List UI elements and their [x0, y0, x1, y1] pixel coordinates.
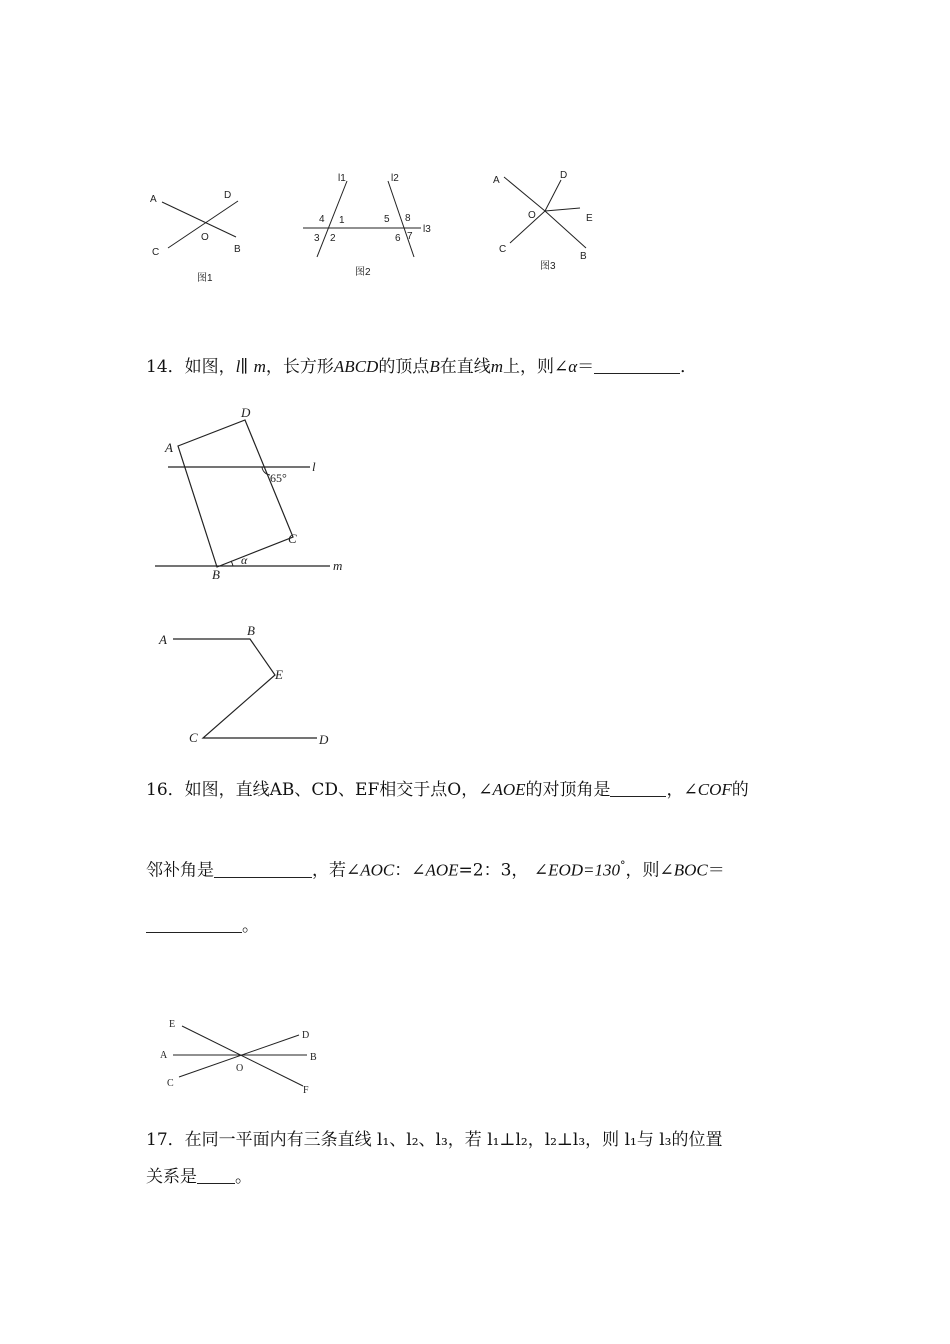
label-c: C: [288, 531, 297, 546]
question-text: ，则∠: [625, 860, 674, 881]
answer-blank[interactable]: [197, 1167, 235, 1184]
question-text: 的对顶角是: [525, 780, 611, 800]
question-text: 关系是: [146, 1167, 197, 1187]
label-d: D: [224, 190, 232, 201]
label-l: l: [312, 459, 316, 474]
label-8: 8: [405, 213, 411, 224]
label-b: B: [234, 244, 241, 255]
label-7: 7: [407, 231, 413, 242]
parallel-symbol: ∥: [240, 357, 249, 377]
question-number: 14．: [146, 357, 185, 377]
label-d: D: [302, 1030, 310, 1041]
ray-oa: [504, 177, 545, 211]
question-text: 在同一平面内有三条直线 l₁、l₂、l₃，若 l₁⊥l₂，l₂⊥l₃，则 l₁与 l₃的位置: [184, 1130, 723, 1150]
question-16-line-1: [146, 778, 749, 802]
var-abcd: ABCD: [333, 357, 379, 376]
question-text: ．: [680, 357, 698, 377]
label-f: F: [303, 1085, 309, 1096]
answer-blank[interactable]: [146, 916, 242, 933]
label-a: A: [159, 632, 167, 647]
label-d: D: [319, 732, 329, 747]
question-text: ＝: [707, 860, 725, 881]
question-16-line-3: [146, 914, 259, 938]
caption-fig2: 图2: [355, 267, 371, 278]
caption-fig1: 图1: [197, 273, 213, 284]
rectangle-abcd: [178, 420, 293, 567]
question-number: 17．: [146, 1130, 185, 1150]
var-m: m: [253, 357, 266, 376]
question-text: 上，则∠: [502, 357, 569, 377]
question-text: ∠: [533, 860, 549, 881]
label-l1: l1: [338, 173, 346, 184]
label-c: C: [499, 244, 507, 255]
question-text: 如图，: [184, 357, 236, 377]
question-text: 的顶点: [378, 357, 430, 377]
label-e: E: [586, 213, 593, 224]
question-text: ，长方形: [265, 357, 334, 377]
label-o: O: [236, 1063, 244, 1074]
label-a: A: [160, 1050, 168, 1061]
label-b: B: [247, 623, 255, 638]
label-3: 3: [314, 233, 320, 244]
label-b: B: [310, 1052, 317, 1063]
ray-od: [545, 180, 561, 211]
question-text: 邻补角是: [146, 860, 214, 881]
question-text: ，∠: [666, 780, 698, 800]
var-cof: COF: [697, 780, 732, 799]
question-text: 。: [242, 916, 259, 936]
label-a: A: [165, 440, 173, 455]
label-l3: l3: [423, 224, 431, 235]
figure-15: [155, 620, 345, 755]
question-text: 。: [235, 1167, 252, 1187]
line-ab: [162, 202, 236, 237]
var-alpha: α: [568, 357, 578, 376]
ratio-text: =2：3，: [458, 860, 529, 881]
var-b: B: [429, 357, 440, 376]
var-eod: EOD=130: [548, 860, 621, 880]
var-boc: BOC: [673, 860, 708, 880]
figure-2: [300, 165, 440, 280]
var-aoe: AOE: [492, 780, 526, 799]
question-text: 的: [731, 780, 749, 800]
label-l2: l2: [391, 173, 399, 184]
label-a: A: [150, 194, 157, 205]
ray-ob: [545, 211, 586, 248]
label-o: O: [528, 210, 536, 221]
label-m: m: [333, 558, 343, 573]
label-e: E: [275, 667, 283, 682]
answer-blank[interactable]: [594, 357, 680, 374]
figure-3: [488, 165, 608, 275]
label-a: A: [493, 175, 500, 186]
var-aoe: AOE: [425, 860, 459, 880]
question-number: 16．: [146, 780, 185, 800]
question-14: [146, 355, 697, 379]
label-c: C: [189, 730, 198, 745]
answer-blank[interactable]: [610, 780, 666, 797]
figure-14: [150, 400, 360, 590]
label-65: 65°: [270, 471, 287, 485]
label-1: 1: [339, 215, 345, 226]
label-e: E: [169, 1019, 176, 1030]
label-o: O: [201, 232, 209, 243]
caption-fig3: 图3: [540, 261, 556, 272]
figure-1: [140, 180, 260, 290]
question-text: 在直线: [439, 357, 491, 377]
answer-blank[interactable]: [214, 861, 312, 878]
label-d: D: [560, 170, 568, 181]
question-16-line-2: [146, 854, 725, 883]
degree-symbol: °: [620, 859, 626, 872]
question-text: ：∠: [394, 860, 426, 881]
ray-oe: [545, 208, 580, 211]
label-c: C: [152, 247, 160, 258]
label-b: B: [212, 567, 220, 582]
label-4: 4: [319, 214, 325, 225]
label-c: C: [167, 1078, 174, 1089]
label-d: D: [241, 405, 251, 420]
label-2: 2: [330, 233, 336, 244]
question-text: ，若∠: [312, 860, 361, 881]
question-17-line-1: [146, 1128, 723, 1152]
question-17-line-2: [146, 1165, 252, 1189]
broken-line-abecd: [173, 639, 317, 738]
var-l: l: [235, 357, 241, 376]
label-b: B: [580, 251, 587, 262]
var-m: m: [490, 357, 503, 376]
angle-arc-alpha: [231, 561, 233, 566]
label-alpha: α: [241, 553, 248, 567]
figure-16: [155, 1010, 335, 1100]
question-text: 如图，直线AB、CD、EF相交于点O，∠: [184, 780, 493, 800]
label-6: 6: [395, 233, 401, 244]
line-ef: [182, 1026, 303, 1086]
var-aoc: AOC: [360, 860, 395, 880]
label-5: 5: [384, 214, 390, 225]
question-text: ＝: [577, 357, 595, 377]
